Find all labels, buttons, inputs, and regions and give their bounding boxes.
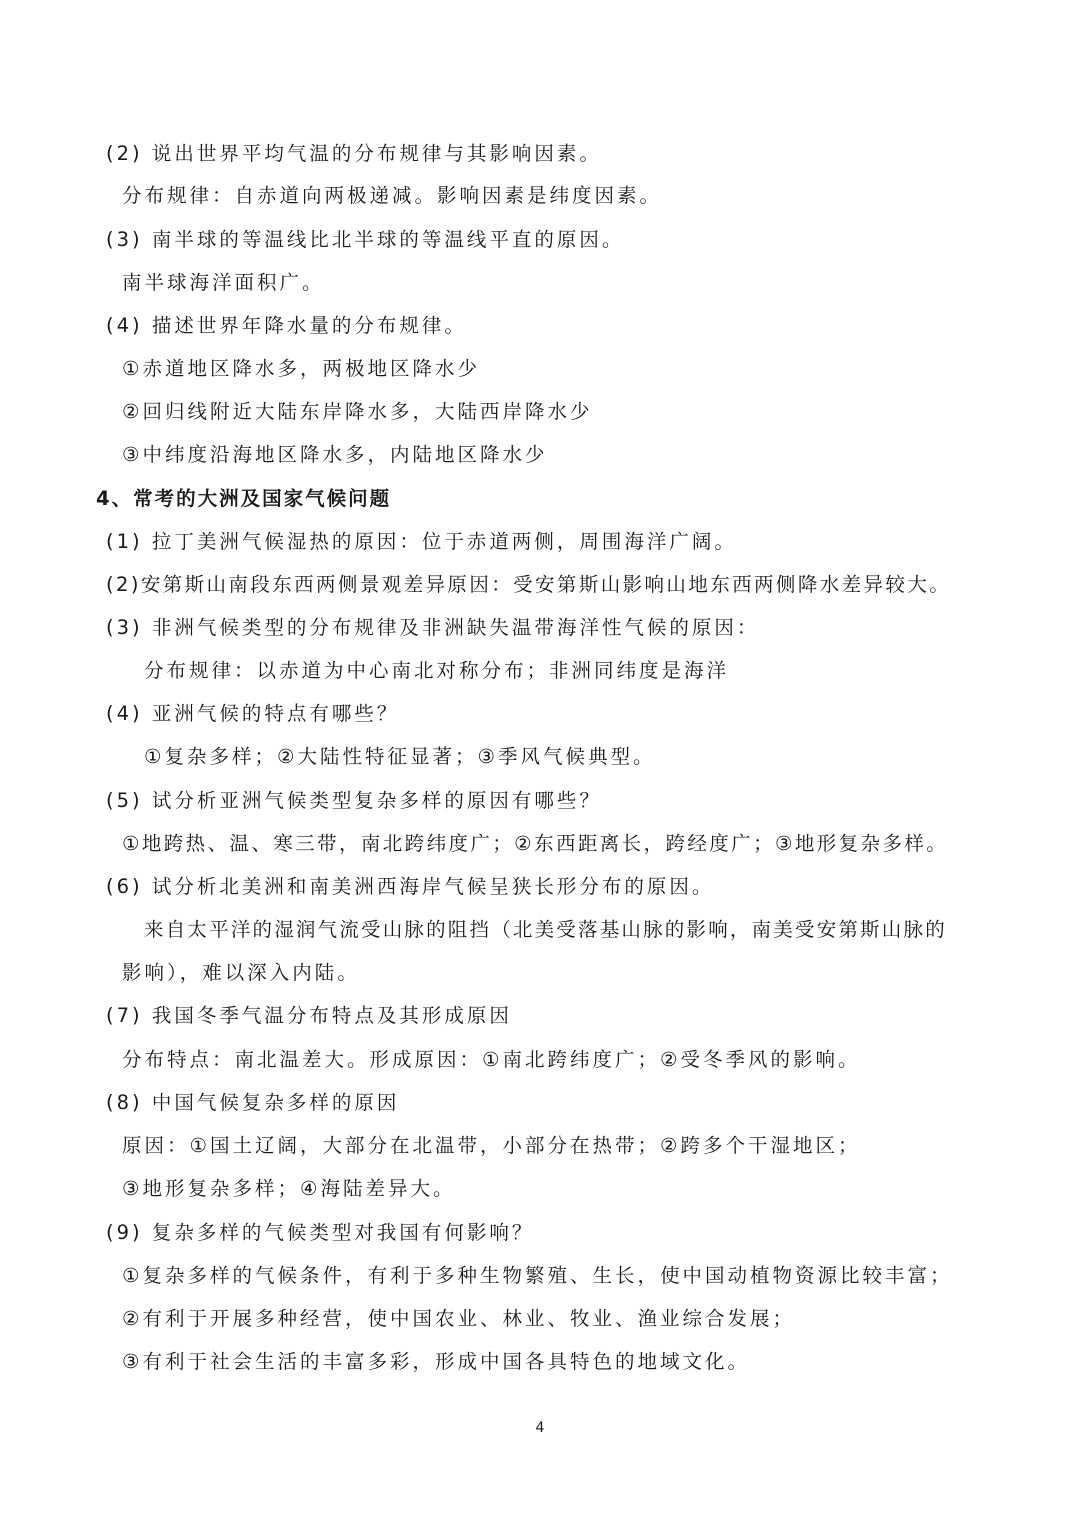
continent-answer-7: 分布特点：南北温差大。形成原因：①南北跨纬度广；②受冬季风的影响。: [122, 1048, 861, 1071]
question-4: (4) 描述世界年降水量的分布规律。: [106, 314, 467, 337]
continent-answer-8-line-2: ③地形复杂多样；④海陆差异大。: [122, 1177, 456, 1200]
continent-question-9: (9) 复杂多样的气候类型对我国有何影响？: [106, 1221, 535, 1244]
continent-answer-6-line-2: 影响），难以深入内陆。: [122, 961, 360, 984]
section-heading: 4、常考的大洲及国家气候问题: [96, 487, 392, 510]
continent-question-3: (3) 非洲气候类型的分布规律及非洲缺失温带海洋性气候的原因：: [106, 616, 760, 639]
continent-question-4: (4) 亚洲气候的特点有哪些？: [106, 702, 400, 725]
continent-question-5: (5) 试分析亚洲气候类型复杂多样的原因有哪些？: [106, 789, 602, 812]
continent-answer-3: 分布规律：以赤道为中心南北对称分布；非洲同纬度是海洋: [144, 659, 730, 682]
page-number: 4: [535, 1420, 545, 1436]
continent-answer-9-item-3: ③有利于社会生活的丰富多彩，形成中国各具特色的地域文化。: [122, 1350, 750, 1373]
continent-answer-9-item-2: ②有利于开展多种经营，使中国农业、林业、牧业、渔业综合发展；: [122, 1307, 795, 1330]
answer-3: 南半球海洋面积广。: [122, 271, 325, 294]
continent-answer-9-item-1: ①复杂多样的气候条件，有利于多种生物繁殖、生长，使中国动植物资源比较丰富；: [122, 1264, 953, 1287]
answer-4-item-2: ②回归线附近大陆东岸降水多，大陆西岸降水少: [122, 400, 593, 423]
continent-question-8: (8) 中国气候复杂多样的原因: [106, 1091, 400, 1114]
answer-2: 分布规律：自赤道向两极递减。影响因素是纬度因素。: [122, 184, 663, 207]
continent-question-7: (7) 我国冬季气温分布特点及其形成原因: [106, 1004, 512, 1027]
continent-question-6: (6) 试分析北美洲和南美洲西海岸气候呈狭长形分布的原因。: [106, 875, 715, 898]
continent-answer-8-line-1: 原因：①国土辽阔，大部分在北温带，小部分在热带；②跨多个干湿地区；: [122, 1134, 861, 1157]
answer-4-item-1: ①赤道地区降水多，两极地区降水少: [122, 357, 480, 380]
continent-question-2: (2)安第斯山南段东西两侧景观差异原因：受安第斯山影响山地东西两侧降水差异较大。: [106, 573, 952, 596]
answer-4-item-3: ③中纬度沿海地区降水多，内陆地区降水少: [122, 443, 548, 466]
continent-answer-5: ①地跨热、温、寒三带，南北跨纬度广；②东西距离长，跨经度广；③地形复杂多样。: [122, 832, 949, 855]
question-3: (3) 南半球的等温线比北半球的等温线平直的原因。: [106, 228, 625, 251]
question-2: (2) 说出世界平均气温的分布规律与其影响因素。: [106, 142, 602, 165]
continent-answer-6-line-1: 来自太平洋的湿润气流受山脉的阻挡（北美受落基山脉的影响，南美受安第斯山脉的: [144, 918, 947, 941]
continent-answer-4: ①复杂多样；②大陆性特征显著；③季风气候典型。: [144, 745, 656, 768]
continent-question-1: (1) 拉丁美洲气候湿热的原因：位于赤道两侧，周围海洋广阔。: [106, 530, 737, 553]
